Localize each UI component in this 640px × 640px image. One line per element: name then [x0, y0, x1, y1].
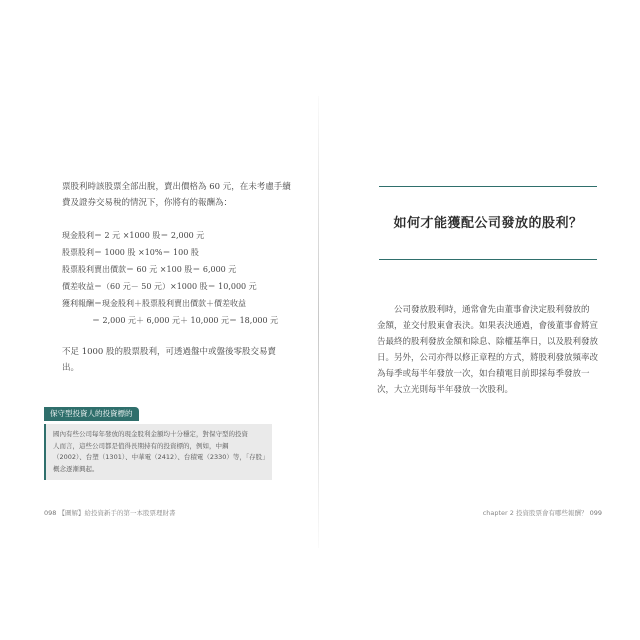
- tip-line: 概念逐漸興起。: [53, 464, 99, 473]
- section-heading: 如何才能獲配公司發放的股利？: [393, 216, 583, 231]
- outro-line: 出。: [62, 363, 80, 373]
- tip-box: [44, 401, 272, 480]
- intro-paragraph: [62, 179, 291, 211]
- body-line: 日。另外，公司亦得以修正章程的方式，將股利發放頻率改: [377, 353, 599, 363]
- calculation-block: [62, 227, 278, 329]
- calculation-line: 股票股利賣出價款＝ 60 元 ×100 股＝ 6,000 元: [62, 265, 237, 274]
- body-line: 告最終的股利發放金額和除息、除權基準日，以及股利發放: [377, 337, 599, 347]
- left-page: [0, 0, 318, 640]
- left-footer: [44, 508, 176, 517]
- tip-line: （2002）、台塑（1301）、中華電（2412）、台積電（2330）等，「存股」: [53, 453, 269, 461]
- book-title: 【圖解】給投資新手的第一本股票理財書: [58, 509, 176, 517]
- heading-rule-top: [379, 186, 597, 187]
- tip-label: 保守型投資人的投資標的: [44, 407, 139, 421]
- intro-line: 票股利時該股票全部出脫，賣出價格為 60 元，在未考慮手續: [62, 182, 291, 192]
- tip-body: [44, 424, 272, 480]
- chapter-label: chapter 2: [482, 509, 514, 517]
- body-line: 為每季或每半年發放一次，如台積電目前即採每季發放一: [377, 369, 590, 379]
- right-page: [319, 0, 640, 640]
- calculation-line: ＝ 2,000 元＋ 6,000 元＋ 10,000 元＝ 18,000 元: [92, 316, 279, 325]
- tip-line: 國內有些公司每年發放的現金股利金額均十分穩定，對保守型的投資: [53, 430, 248, 438]
- calculation-line: 獲利報酬＝現金股利＋股票股利賣出價款＋價差收益: [62, 299, 246, 308]
- right-footer: [483, 508, 602, 517]
- body-line: 金額，並交付股東會表決。如果表決通過，會後董事會將宣: [377, 321, 599, 331]
- outro-line: 不足 1000 股的股票股利，可透過盤中或盤後零股交易賣: [62, 347, 277, 357]
- body-line: 公司發放股利時，通常會先由董事會決定股利發放的: [394, 305, 590, 315]
- calculation-line: 現金股利＝ 2 元 ×1000 股＝ 2,000 元: [62, 231, 205, 240]
- chapter-title: 投資股票會有哪些報酬？: [516, 509, 588, 517]
- intro-line: 費及證券交易稅的情況下，你將有的報酬為：: [62, 198, 233, 208]
- outro-paragraph: [62, 344, 284, 376]
- page-number: 098: [44, 509, 57, 517]
- calculation-line: 價差收益＝（60 元－ 50 元）×1000 股＝ 10,000 元: [62, 282, 257, 291]
- body-line: 次，大立光則每半年發放一次股利。: [377, 385, 514, 395]
- body-paragraph: [377, 302, 601, 398]
- calculation-line: 股票股利＝ 1000 股 ×10%＝ 100 股: [62, 248, 199, 257]
- page-number: 099: [589, 509, 602, 517]
- heading-rule-bottom: [379, 259, 597, 260]
- tip-line: 人而言，這些公司都是值得長期持有的投資標的，例如，中鋼: [53, 441, 229, 450]
